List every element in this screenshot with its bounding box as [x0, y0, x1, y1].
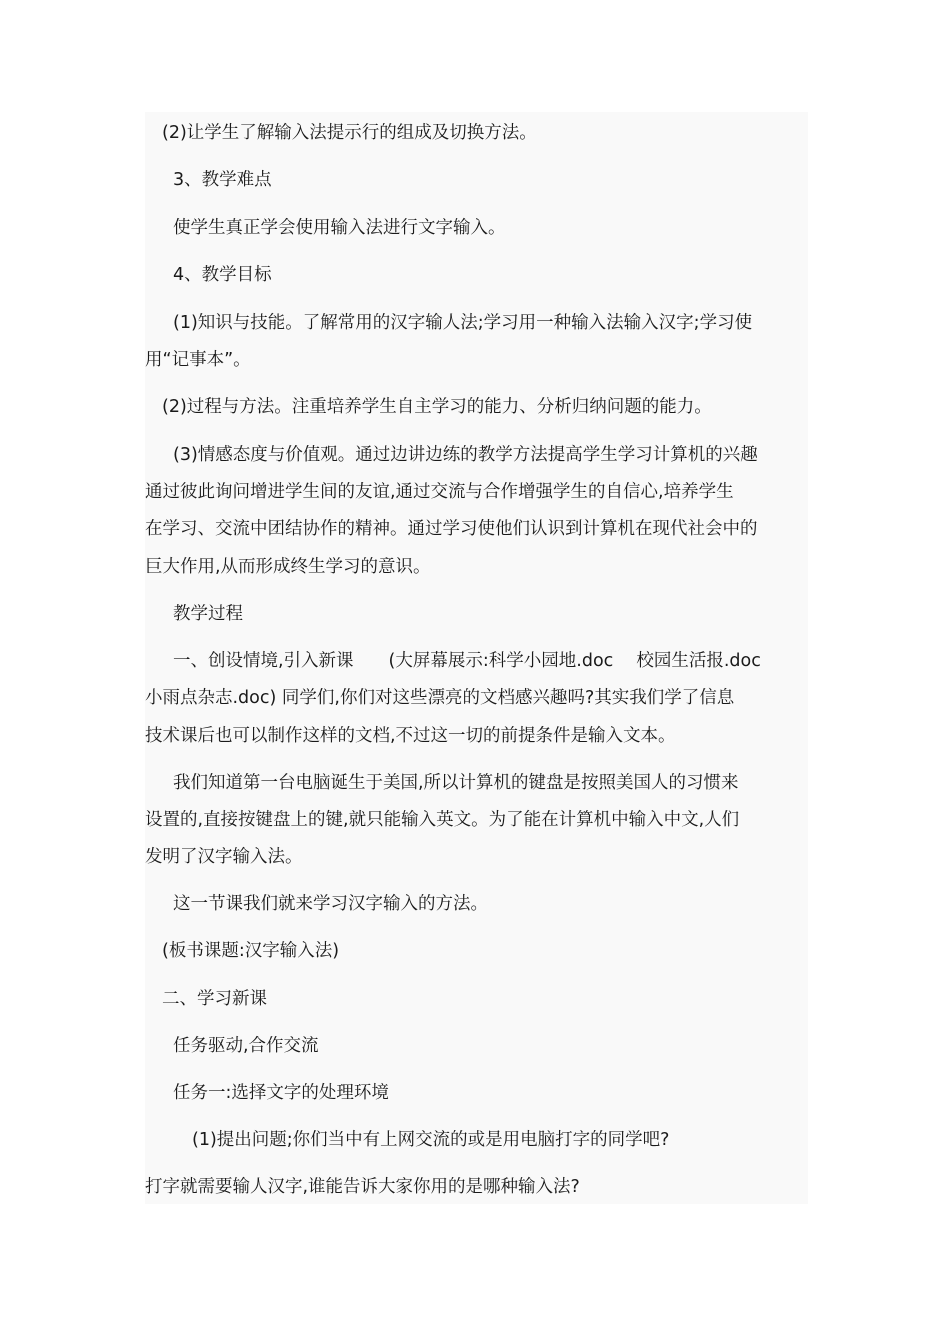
section-heading: 4、教学目标 [173, 265, 272, 285]
text-line: 技术课后也可以制作这样的文档,不过这一切的前提条件是输入文本。 [145, 726, 676, 746]
text-line: 我们知道第一台电脑诞生于美国,所以计算机的键盘是按照美国人的习惯来 [173, 773, 739, 793]
text-line: 这一节课我们就来学习汉字输入的方法。 [173, 894, 488, 914]
text-line: 巨大作用,从而形成终生学习的意识。 [145, 557, 431, 577]
text-line: (板书课题:汉字输入法) [162, 941, 340, 961]
text-line: 任务一:选择文字的处理环境 [173, 1083, 389, 1103]
text-line: (1)提出问题;你们当中有上网交流的或是用电脑打字的同学吧? [192, 1130, 670, 1150]
text-line: (3)情感态度与价值观。通过边讲边练的教学方法提高学生学习计算机的兴趣 [173, 445, 758, 465]
section-heading: 二、学习新课 [162, 989, 267, 1009]
document-body [145, 112, 808, 1204]
text-line: 发明了汉字输入法。 [145, 847, 303, 867]
text-line: 小雨点杂志.doc) 同学们,你们对这些漂亮的文档感兴趣吗?其实我们学了信息 [145, 688, 735, 708]
text-line: 任务驱动,合作交流 [173, 1036, 319, 1056]
text-line: 设置的,直接按键盘上的键,就只能输入英文。为了能在计算机中输入中文,人们 [145, 810, 740, 830]
section-heading: 教学过程 [173, 604, 243, 624]
section-heading: 3、教学难点 [173, 170, 272, 190]
text-line: 使学生真正学会使用输入法进行文字输入。 [173, 218, 506, 238]
text-line: 用“记事本”。 [145, 350, 251, 370]
text-line: (2)过程与方法。注重培养学生自主学习的能力、分析归纳问题的能力。 [162, 397, 712, 417]
text-line: 一、创设情境,引入新课 (大屏幕展示:科学小园地.doc 校园生活报.doc [173, 651, 761, 671]
text-line: (2)让学生了解输入法提示行的组成及切换方法。 [162, 123, 537, 143]
text-line: 在学习、交流中团结协作的精神。通过学习使他们认识到计算机在现代社会中的 [145, 519, 758, 539]
text-line: 通过彼此询问增进学生间的友谊,通过交流与合作增强学生的自信心,培养学生 [145, 482, 734, 502]
text-line: 打字就需要输人汉字,谁能告诉大家你用的是哪种输入法? [145, 1177, 580, 1197]
text-line: (1)知识与技能。了解常用的汉字输人法;学习用一种输入法输入汉字;学习使 [173, 313, 753, 333]
